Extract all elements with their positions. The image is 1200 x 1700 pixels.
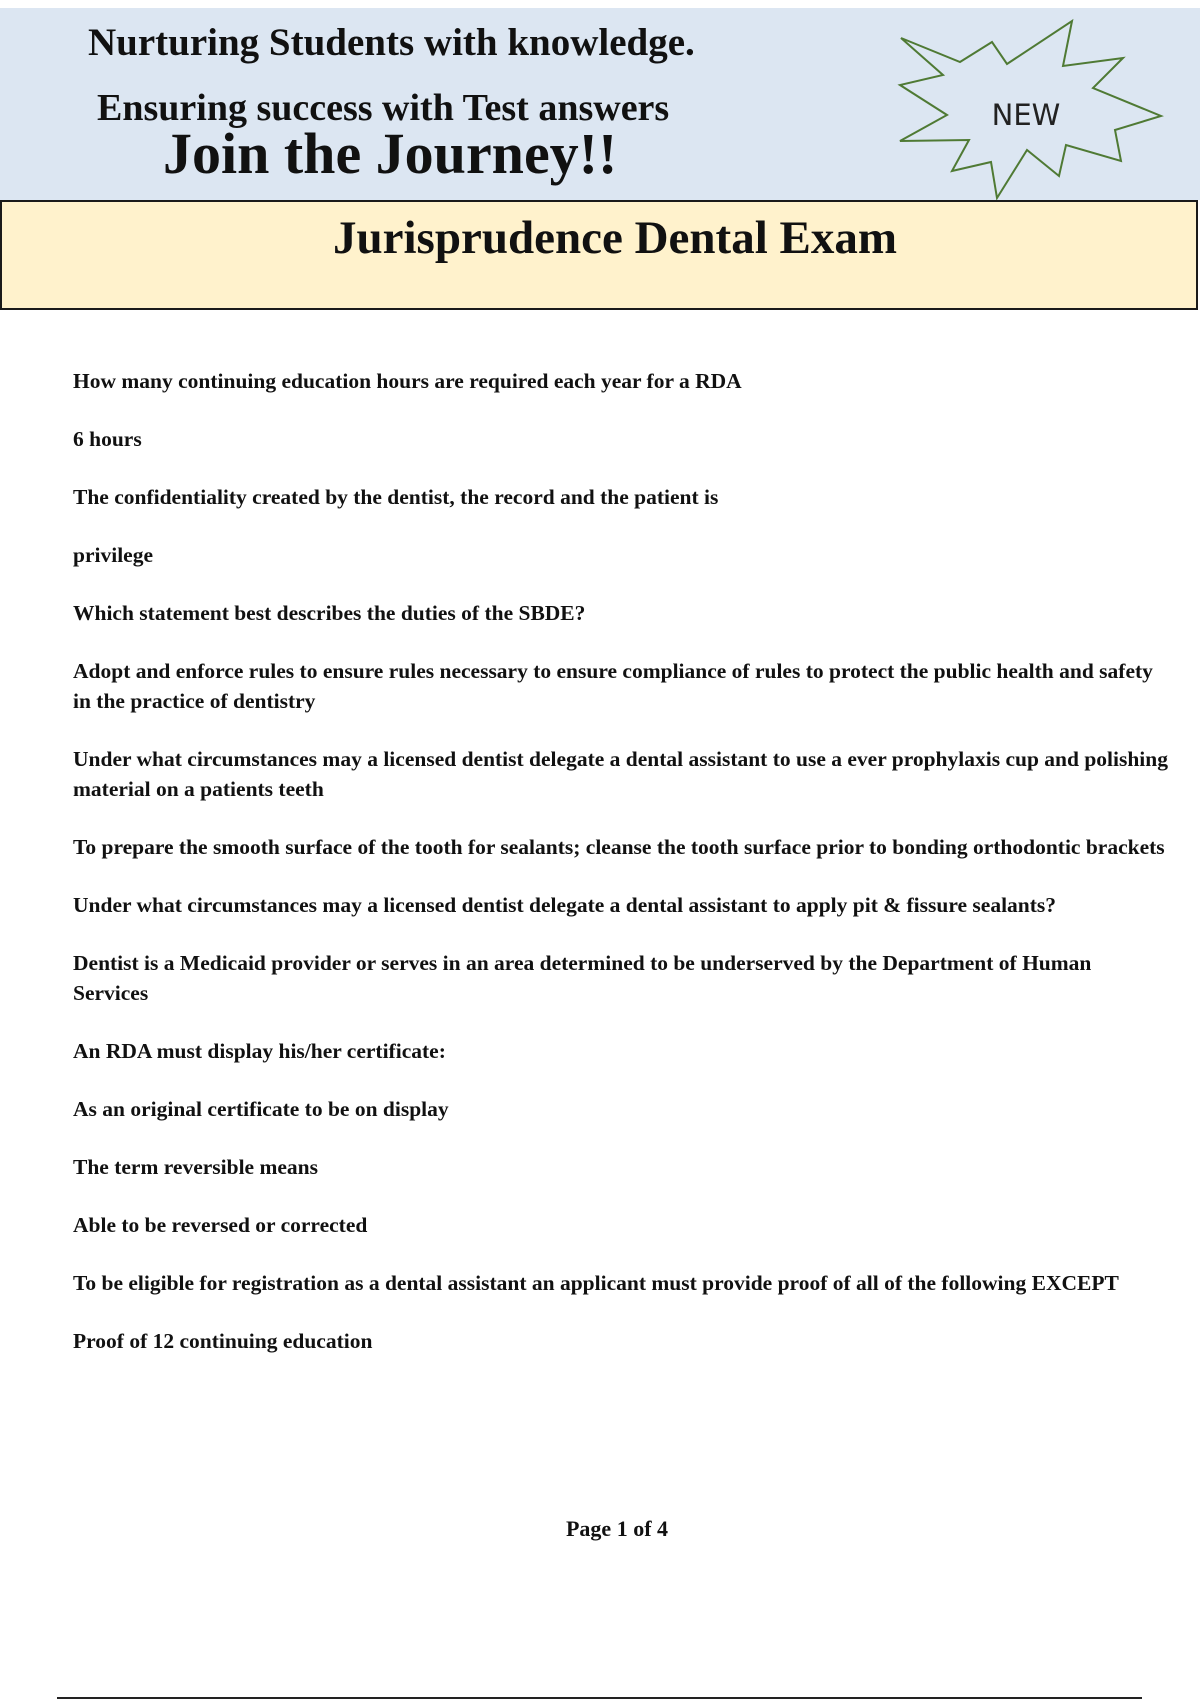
banner-call-to-action: Join the Journey!! xyxy=(163,121,618,186)
new-badge-label: NEW xyxy=(991,98,1061,132)
qa-answer: Adopt and enforce rules to ensure rules necessary to ensure compliance of rules to protect the public health and safety in the practice of dentistry xyxy=(73,659,1153,713)
qa-question: Under what circumstances may a licensed dentist delegate a dental assistant to apply pit & fissure sealants? xyxy=(73,893,1057,917)
qa-answer: Proof of 12 continuing education xyxy=(73,1329,373,1353)
qa-question: An RDA must display his/her certificate: xyxy=(73,1039,446,1063)
qa-answer: To prepare the smooth surface of the tooth for sealants; cleanse the tooth surface prior to bonding orthodontic brackets xyxy=(73,835,1165,859)
qa-question: How many continuing education hours are required each year for a RDA xyxy=(73,369,742,393)
new-badge xyxy=(895,18,1165,208)
qa-question: To be eligible for registration as a dental assistant an applicant must provide proof of all of the following EXCEPT xyxy=(73,1271,1119,1295)
qa-answer: Able to be reversed or corrected xyxy=(73,1213,368,1237)
qa-question: The confidentiality created by the dentist, the record and the patient is xyxy=(73,485,719,509)
banner-tagline-success: Ensuring success with Test answers xyxy=(97,87,670,129)
qa-content xyxy=(73,366,1168,1384)
qa-answer: Dentist is a Medicaid provider or serves in an area determined to be underserved by the Department of Human Services xyxy=(73,951,1092,1005)
qa-question: The term reversible means xyxy=(73,1155,318,1179)
document-title-box xyxy=(0,200,1198,310)
qa-answer: As an original certificate to be on display xyxy=(73,1097,449,1121)
qa-question: Under what circumstances may a licensed dentist delegate a dental assistant to use a ever prophylaxis cup and polishing material on a patients teeth xyxy=(73,747,1168,801)
qa-answer: 6 hours xyxy=(73,427,142,451)
footer-divider xyxy=(57,1697,1142,1699)
document-title: Jurisprudence Dental Exam xyxy=(333,212,897,264)
banner-tagline-knowledge: Nurturing Students with knowledge. xyxy=(88,21,695,64)
qa-question: Which statement best describes the duties of the SBDE? xyxy=(73,601,586,625)
qa-answer: privilege xyxy=(73,543,154,567)
page-number: Page 1 of 4 xyxy=(565,1516,669,1541)
promo-banner xyxy=(0,8,1200,200)
